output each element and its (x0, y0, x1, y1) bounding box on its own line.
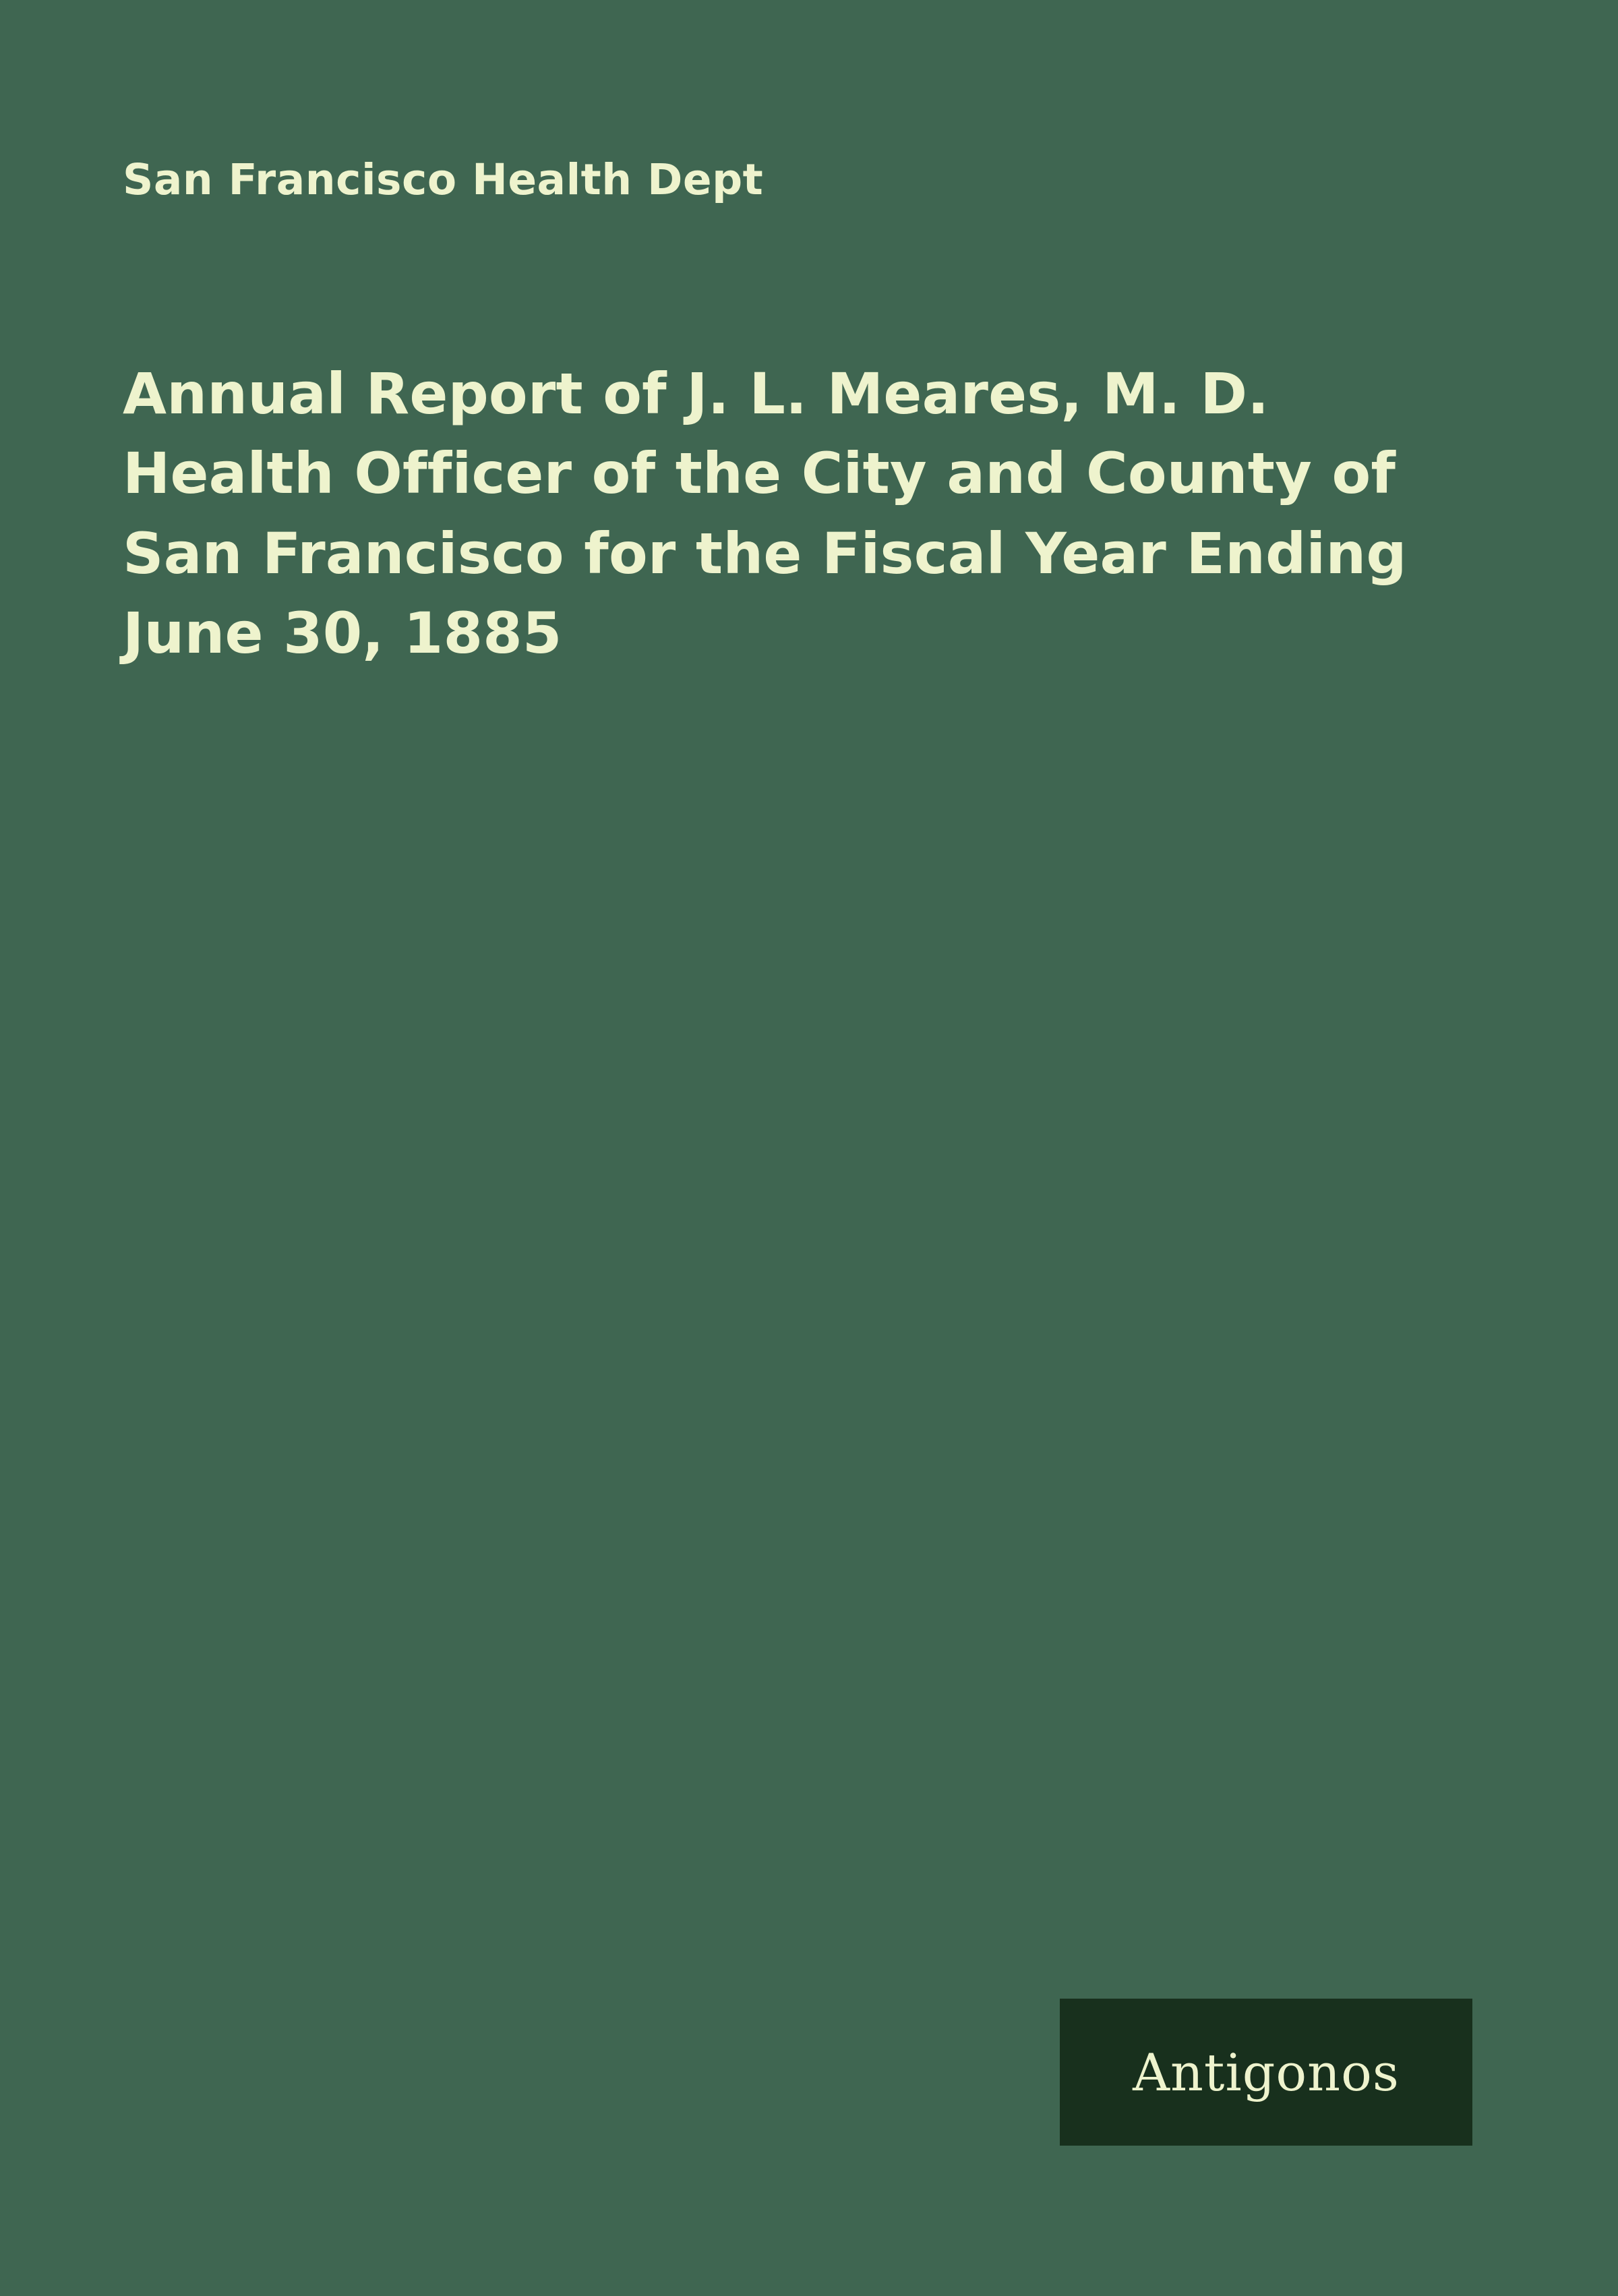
publisher-name: Antigonos (1133, 2042, 1400, 2102)
publisher-badge (1060, 1999, 1472, 2146)
book-title: Annual Report of J. L. Meares, M. D. Health Officer of the City and County of San Francisco for the Fiscal Year Ending June 30, 1885 (123, 361, 1407, 667)
author-name: San Francisco Health Dept (123, 155, 764, 204)
